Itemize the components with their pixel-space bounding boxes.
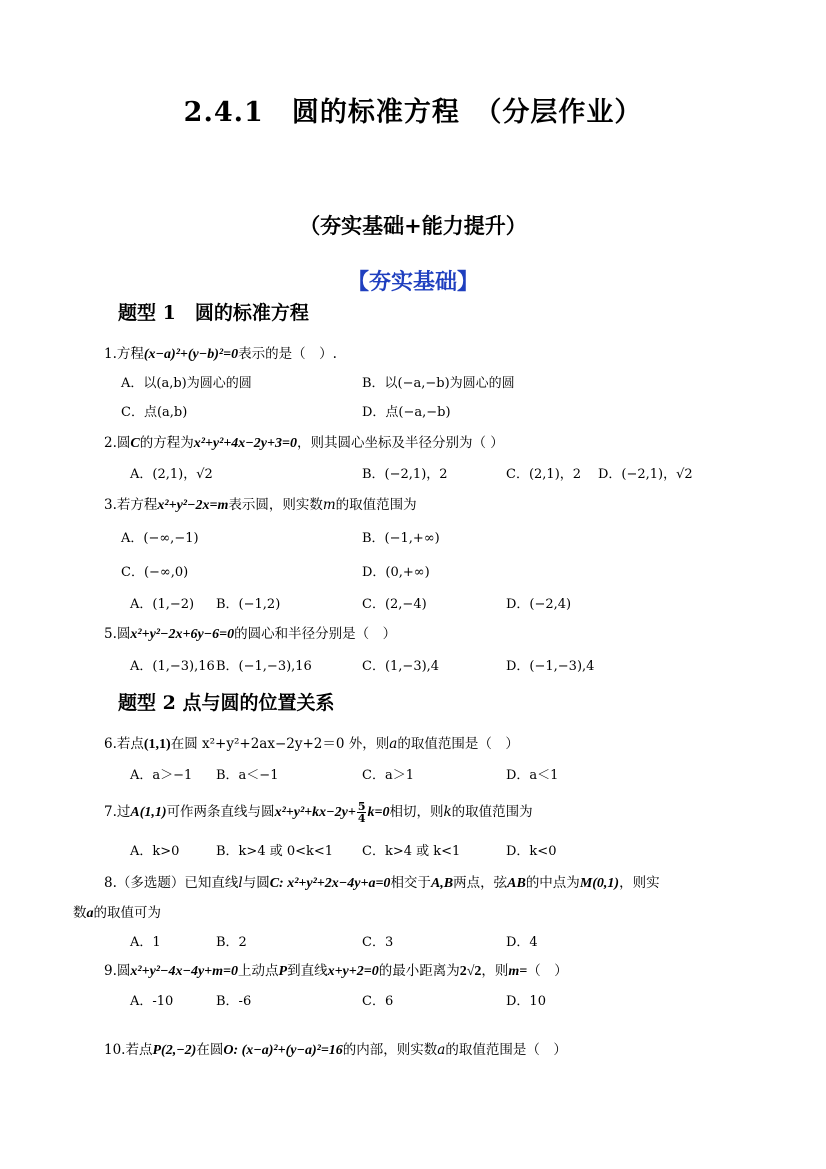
q1-suffix: 表示的是（ ）. bbox=[238, 346, 337, 362]
type2-heading: 题型 2 点与圆的位置关系 bbox=[118, 692, 335, 714]
q7-frac-den: 4 bbox=[357, 812, 366, 825]
q7-option-c[interactable]: C．k>4 或 k<1 bbox=[362, 844, 461, 859]
q8-option-a[interactable]: A．1 bbox=[130, 935, 161, 950]
q4-option-a[interactable]: A．(1,−2) bbox=[130, 597, 195, 612]
q3-expr: x²+y²−2x=m bbox=[157, 498, 229, 513]
q9-dist: 2√2 bbox=[459, 964, 482, 979]
q6-prefix: 6.若点 bbox=[104, 736, 144, 752]
question-8 bbox=[104, 871, 660, 892]
q3-prefix: 3.若方程 bbox=[104, 497, 158, 513]
q9-option-b[interactable]: B．-6 bbox=[216, 994, 252, 1009]
q10-prefix: 10.若点 bbox=[104, 1042, 153, 1058]
question-3 bbox=[104, 493, 417, 514]
q9-pvar: P bbox=[278, 964, 288, 979]
question-8-line2 bbox=[73, 901, 161, 922]
q7-option-b[interactable]: B．k>4 或 0<k<1 bbox=[216, 844, 334, 859]
q3-option-d[interactable]: D．(0,+∞) bbox=[362, 565, 430, 580]
q2-option-c[interactable]: C．(2,1)，2 bbox=[506, 467, 582, 482]
q2-option-a[interactable]: A．(2,1)，√2 bbox=[130, 467, 213, 482]
q6-point: (1,1) bbox=[143, 737, 171, 752]
q10-var: a bbox=[437, 1042, 446, 1058]
q1-option-c[interactable]: C．点(a,b) bbox=[121, 405, 188, 420]
question-1 bbox=[104, 342, 337, 363]
q5-expr: x²+y²−2x+6y−6=0 bbox=[130, 627, 235, 642]
q6-suffix: 的取值范围是（ ） bbox=[397, 736, 519, 752]
q3-option-c[interactable]: C．(−∞,0) bbox=[121, 565, 189, 580]
page-title: 2.4.1 圆的标准方程 （分层作业） bbox=[183, 97, 643, 128]
q10-suffix: 的取值范围是（ ） bbox=[445, 1042, 567, 1058]
question-7 bbox=[104, 800, 533, 824]
q8-option-b[interactable]: B．2 bbox=[216, 935, 247, 950]
q3-var: m bbox=[322, 497, 336, 513]
q8-midpoint: M(0,1) bbox=[579, 876, 620, 891]
q2-mid: 的方程为 bbox=[139, 435, 194, 451]
q7-suffix: 相切，则 bbox=[389, 804, 444, 820]
q5-option-c[interactable]: C．(1,−3),4 bbox=[362, 659, 440, 674]
q9-mid: 上动点 bbox=[238, 963, 279, 979]
page-subtitle: （夯实基础+能力提升） bbox=[299, 213, 527, 238]
q8-mid: 与圆 bbox=[242, 875, 270, 891]
q9-expr: x²+y²−4x−4y+m=0 bbox=[130, 964, 239, 979]
q4-option-d[interactable]: D．(−2,4) bbox=[506, 597, 572, 612]
question-5 bbox=[104, 622, 396, 643]
q7-option-d[interactable]: D．k<0 bbox=[506, 844, 557, 859]
q6-option-a[interactable]: A．a＞−1 bbox=[130, 768, 193, 783]
q3-option-b[interactable]: B．(−1,+∞) bbox=[362, 531, 440, 546]
q1-option-b[interactable]: B．以(−a,−b)为圆心的圆 bbox=[362, 376, 515, 391]
q8-chord: AB bbox=[507, 876, 526, 891]
q10-expr: O: (x−a)²+(y−a)²=16 bbox=[223, 1043, 343, 1058]
q6-option-c[interactable]: C．a＞1 bbox=[362, 768, 414, 783]
q7-var: k bbox=[443, 804, 452, 820]
q9-prefix: 9.圆 bbox=[104, 963, 131, 979]
q3-option-a[interactable]: A．(−∞,−1) bbox=[121, 531, 199, 546]
q8-option-d[interactable]: D．4 bbox=[506, 935, 538, 950]
q9-var: m= bbox=[508, 964, 528, 979]
q7-suffix2: 的取值范围为 bbox=[451, 804, 533, 820]
q8-line2-suffix: 的取值可为 bbox=[93, 905, 161, 921]
section-heading: 【夯实基础】 bbox=[346, 269, 479, 295]
q4-option-b[interactable]: B．(−1,2) bbox=[216, 597, 281, 612]
q9-line: x+y+2=0 bbox=[327, 964, 379, 979]
q7-mid: 可作两条直线与圆 bbox=[166, 804, 275, 820]
q10-mid2: 的内部，则实数 bbox=[342, 1042, 438, 1058]
q8-mid3: 两点，弦 bbox=[453, 875, 508, 891]
q3-suffix: 的取值范围为 bbox=[335, 497, 417, 513]
q2-prefix: 2.圆 bbox=[104, 435, 131, 451]
q8-line2-prefix: 数 bbox=[73, 905, 87, 921]
q6-option-b[interactable]: B．a＜−1 bbox=[216, 768, 279, 783]
q6-option-d[interactable]: D．a＜1 bbox=[506, 768, 559, 783]
q5-option-b[interactable]: B．(−1,−3),16 bbox=[216, 659, 312, 674]
q1-option-d[interactable]: D．点(−a,−b) bbox=[362, 405, 451, 420]
q2-expr: x²+y²+4x−2y+3=0 bbox=[193, 436, 297, 451]
q8-prefix: 8.（多选题）已知直线 bbox=[104, 875, 239, 891]
q9-mid2: 到直线 bbox=[287, 963, 328, 979]
q7-fraction bbox=[357, 801, 367, 824]
q8-option-c[interactable]: C．3 bbox=[362, 935, 394, 950]
q8-points: A,B bbox=[430, 876, 454, 891]
q7-option-a[interactable]: A．k>0 bbox=[130, 844, 180, 859]
q7-expr2: k=0 bbox=[367, 805, 390, 820]
question-6 bbox=[104, 732, 519, 753]
q9-mid4: ，则 bbox=[481, 963, 509, 979]
type1-heading: 题型 1 圆的标准方程 bbox=[118, 302, 309, 324]
q1-prefix: 1.方程 bbox=[104, 346, 144, 362]
q10-mid: 在圆 bbox=[196, 1042, 224, 1058]
q8-suffix: ，则实 bbox=[619, 875, 660, 891]
q2-var: C bbox=[130, 436, 140, 451]
q8-expr: C: x²+y²+2x−4y+a=0 bbox=[269, 876, 391, 891]
q9-option-d[interactable]: D．10 bbox=[506, 994, 546, 1009]
q9-mid3: 的最小距离为 bbox=[378, 963, 460, 979]
q5-suffix: 的圆心和半径分别是（ ） bbox=[234, 626, 397, 642]
q10-point: P(2,−2) bbox=[152, 1043, 197, 1058]
q4-option-c[interactable]: C．(2,−4) bbox=[362, 597, 427, 612]
q8-mid2: 相交于 bbox=[390, 875, 431, 891]
q2-option-d[interactable]: D．(−2,1)，√2 bbox=[598, 467, 693, 482]
q8-var: a bbox=[86, 906, 94, 921]
question-9 bbox=[104, 959, 568, 980]
q6-var: a bbox=[389, 736, 398, 752]
q7-point: A(1,1) bbox=[130, 805, 167, 820]
q9-option-c[interactable]: C．6 bbox=[362, 994, 394, 1009]
q7-frac-num: 5 bbox=[357, 800, 366, 813]
q9-option-a[interactable]: A．-10 bbox=[130, 994, 174, 1009]
q5-option-d[interactable]: D．(−1,−3),4 bbox=[506, 659, 595, 674]
question-10 bbox=[104, 1038, 567, 1059]
q5-prefix: 5.圆 bbox=[104, 626, 131, 642]
q5-option-a[interactable]: A．(1,−3),16 bbox=[130, 659, 215, 674]
q9-suffix: （ ） bbox=[527, 963, 568, 979]
q7-expr: x²+y²+kx−2y+ bbox=[274, 805, 356, 820]
q6-mid: 在圆 x²+y²+2ax−2y+2＝0 外，则 bbox=[170, 736, 390, 752]
q3-mid: 表示圆，则实数 bbox=[228, 497, 323, 513]
q1-expr: (x−a)²+(y−b)²=0 bbox=[143, 347, 239, 362]
q8-mid4: 的中点为 bbox=[525, 875, 580, 891]
q8-line-var: l bbox=[238, 875, 243, 891]
q2-option-b[interactable]: B．(−2,1)，2 bbox=[362, 467, 448, 482]
q2-suffix: ，则其圆心坐标及半径分别为（ ） bbox=[296, 435, 504, 451]
question-2 bbox=[104, 431, 504, 452]
q7-prefix: 7.过 bbox=[104, 804, 131, 820]
q1-option-a[interactable]: A．以(a,b)为圆心的圆 bbox=[121, 376, 252, 391]
